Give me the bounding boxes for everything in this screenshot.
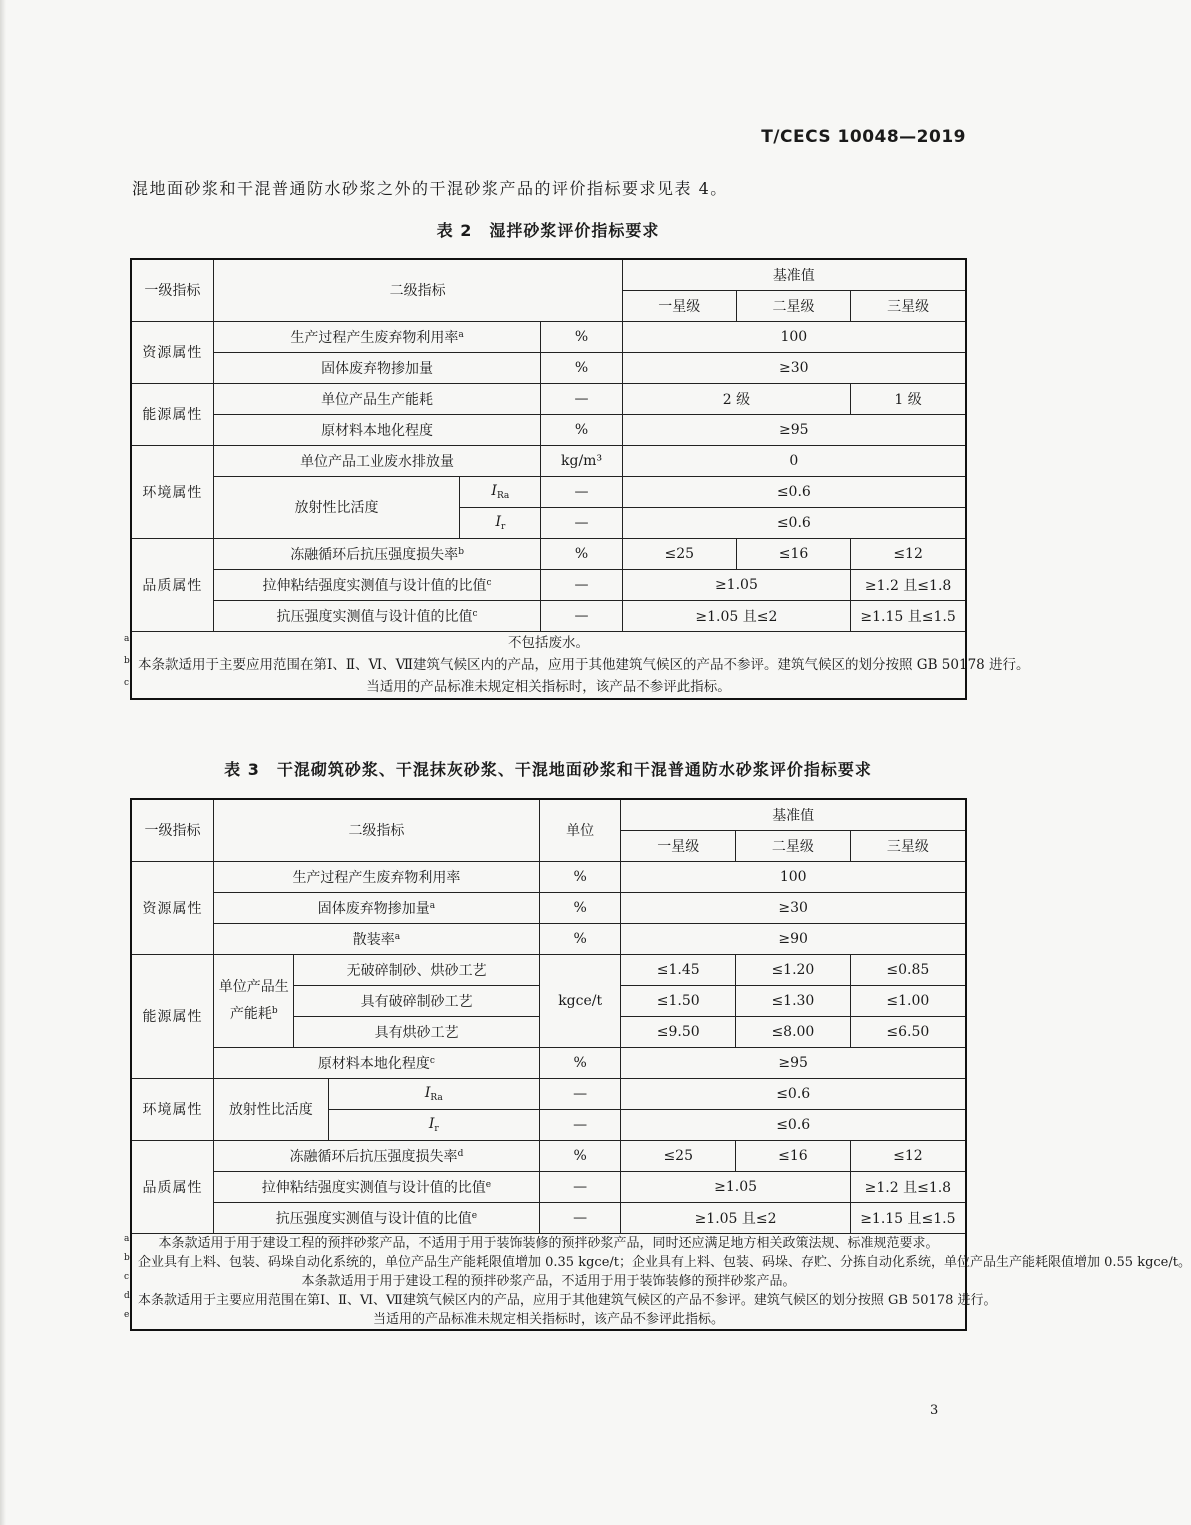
category-resource: 资源属性 — [131, 321, 213, 383]
footnote: e 当适用的产品标准未规定相关指标时，该产品不参评此指标。 — [124, 1309, 724, 1327]
value-cell: ≤25 — [622, 538, 736, 569]
unit-cell: kg/m³ — [541, 445, 622, 476]
indicator-name: 冻融循环后抗压强度损失率$^d$ — [213, 1140, 539, 1171]
indicator-name: 生产过程产生废弃物利用率 — [213, 861, 539, 892]
energy-group-label: 单位产品生产能耗$^b$ — [213, 954, 293, 1047]
unit-cell: % — [541, 321, 622, 352]
header-star3: 三星级 — [850, 830, 966, 861]
value-cell: ≥30 — [622, 352, 966, 383]
unit-cell: — — [539, 1202, 620, 1233]
symbol-i-r: $I_r$ — [328, 1109, 539, 1140]
header-star1: 一星级 — [621, 830, 736, 861]
unit-cell: — — [541, 383, 622, 414]
header-star1: 一星级 — [622, 290, 736, 321]
value-cell: ≥1.2 且≤1.8 — [850, 1171, 966, 1202]
value-cell: ≤0.85 — [850, 954, 966, 985]
value-cell: ≥1.15 且≤1.5 — [850, 1202, 966, 1233]
value-cell: 100 — [621, 861, 966, 892]
unit-cell: % — [541, 538, 622, 569]
header-base: 基准值 — [622, 259, 966, 290]
value-cell: ≤12 — [851, 538, 966, 569]
footnote: a 本条款适用于用于建设工程的预拌砂浆产品，不适用于用于装饰装修的预拌砂浆产品，同时还应满足地方相关政策法规、标准规范要求。 — [124, 1233, 939, 1251]
value-cell: 1 级 — [851, 383, 966, 414]
value-cell: ≤25 — [621, 1140, 736, 1171]
standard-code: T/CECS 10048—2019 — [761, 127, 966, 147]
page-number: 3 — [930, 1403, 939, 1418]
indicator-name: 拉伸粘结强度实测值与设计值的比值$^c$ — [213, 569, 541, 600]
table2 — [124, 258, 1030, 700]
unit-cell: — — [539, 1109, 620, 1140]
indicator-name: 原材料本地化程度 — [213, 414, 541, 445]
value-cell: ≤0.6 — [621, 1109, 966, 1140]
indicator-name: 冻融循环后抗压强度损失率$^b$ — [213, 538, 541, 569]
value-cell: ≤0.6 — [622, 507, 966, 538]
value-cell: ≤0.6 — [622, 476, 966, 507]
header-star3: 三星级 — [851, 290, 966, 321]
header-level1: 一级指标 — [131, 259, 213, 321]
value-cell: ≥1.05 — [622, 569, 851, 600]
category-energy: 能源属性 — [131, 954, 213, 1078]
indicator-name: 具有破碎制砂工艺 — [294, 985, 539, 1016]
footnote: c 本条款适用于用于建设工程的预拌砂浆产品，不适用于用于装饰装修的预拌砂浆产品。 — [124, 1271, 796, 1289]
value-cell: ≥1.05 — [621, 1171, 850, 1202]
header-star2: 二星级 — [736, 830, 851, 861]
indicator-name: 放射性比活度 — [213, 1078, 328, 1140]
unit-cell: % — [539, 861, 620, 892]
unit-cell: — — [541, 507, 622, 538]
value-cell: ≤1.50 — [621, 985, 736, 1016]
table3-notes — [124, 1233, 1191, 1330]
intro-paragraph: 混地面砂浆和干混普通防水砂浆之外的干混砂浆产品的评价指标要求见表 4。 — [132, 179, 728, 198]
value-cell: 0 — [622, 445, 966, 476]
value-cell: ≥1.05 且≤2 — [621, 1202, 850, 1233]
category-quality: 品质属性 — [131, 1140, 213, 1233]
category-quality: 品质属性 — [131, 538, 213, 631]
indicator-name: 散装率$^a$ — [213, 923, 539, 954]
symbol-i-r: $I_r$ — [460, 507, 541, 538]
indicator-name: 固体废弃物掺加量 — [213, 352, 541, 383]
value-cell: ≤8.00 — [736, 1016, 851, 1047]
value-cell: ≤16 — [736, 538, 850, 569]
indicator-name: 抗压强度实测值与设计值的比值$^e$ — [213, 1202, 539, 1233]
unit-cell: — — [541, 476, 622, 507]
unit-cell: — — [541, 600, 622, 631]
unit-cell: % — [539, 1140, 620, 1171]
unit-cell: % — [541, 352, 622, 383]
table2-caption: 表 2 湿拌砂浆评价指标要求 — [436, 221, 660, 240]
indicator-name: 抗压强度实测值与设计值的比值$^c$ — [213, 600, 541, 631]
unit-cell: — — [541, 569, 622, 600]
symbol-i-ra: $I_{Ra}$ — [460, 476, 541, 507]
footnote: d 本条款适用于主要应用范围在第Ⅰ、Ⅱ、Ⅵ、Ⅶ建筑气候区内的产品，应用于其他建筑气候区的产品不参评。建筑气候区的划分按照 GB 50178 进行。 — [124, 1290, 997, 1308]
value-cell: ≥95 — [621, 1047, 966, 1078]
category-environment: 环境属性 — [131, 445, 213, 538]
unit-cell: kgce/t — [539, 954, 620, 1047]
header-unit: 单位 — [539, 799, 620, 861]
value-cell: ≤1.00 — [850, 985, 966, 1016]
unit-cell: — — [539, 1078, 620, 1109]
indicator-name: 具有烘砂工艺 — [294, 1016, 539, 1047]
symbol-i-ra: $I_{Ra}$ — [328, 1078, 539, 1109]
footnote: b 本条款适用于主要应用范围在第Ⅰ、Ⅱ、Ⅵ、Ⅶ建筑气候区内的产品，应用于其他建筑气候区的产品不参评。建筑气候区的划分按照 GB 50178 进行。 — [124, 655, 1030, 673]
value-cell: ≥1.15 且≤1.5 — [851, 600, 966, 631]
indicator-name: 原材料本地化程度$^c$ — [213, 1047, 539, 1078]
category-environment: 环境属性 — [131, 1078, 213, 1140]
value-cell: ≥90 — [621, 923, 966, 954]
header-base: 基准值 — [621, 799, 966, 830]
value-cell: ≤1.30 — [736, 985, 851, 1016]
footnote: a 不包括废水。 — [124, 633, 589, 651]
footnote: b 企业具有上料、包装、码垛自动化系统的，单位产品生产能耗限值增加 0.35 kgce/t；企业具有上料、包装、码垛、存贮、分拣自动化系统，单位产品生产能耗限值增加 0.55 kgce/t。 — [124, 1252, 1191, 1270]
value-cell: ≥1.2 且≤1.8 — [851, 569, 966, 600]
footnote: c 当适用的产品标准未规定相关指标时，该产品不参评此指标。 — [124, 677, 731, 695]
unit-cell: — — [539, 1171, 620, 1202]
indicator-name: 无破碎制砂、烘砂工艺 — [294, 954, 539, 985]
value-cell: 100 — [622, 321, 966, 352]
value-cell: ≤1.45 — [621, 954, 736, 985]
scan-edge — [0, 0, 6, 1525]
unit-cell: % — [539, 1047, 620, 1078]
table2-notes — [124, 631, 1030, 699]
indicator-name: 固体废弃物掺加量$^a$ — [213, 892, 539, 923]
value-cell: ≤1.20 — [736, 954, 851, 985]
unit-cell: % — [539, 923, 620, 954]
category-energy: 能源属性 — [131, 383, 213, 445]
value-cell: ≤16 — [736, 1140, 851, 1171]
value-cell: ≤6.50 — [850, 1016, 966, 1047]
table3-caption: 表 3 干混砌筑砂浆、干混抹灰砂浆、干混地面砂浆和干混普通防水砂浆评价指标要求 — [224, 760, 872, 779]
category-resource: 资源属性 — [131, 861, 213, 954]
indicator-name: 拉伸粘结强度实测值与设计值的比值$^e$ — [213, 1171, 539, 1202]
unit-cell: % — [541, 414, 622, 445]
value-cell: ≥95 — [622, 414, 966, 445]
indicator-name: 单位产品工业废水排放量 — [213, 445, 541, 476]
indicator-name: 单位产品生产能耗 — [213, 383, 541, 414]
value-cell: 2 级 — [622, 383, 851, 414]
value-cell: ≥30 — [621, 892, 966, 923]
value-cell: ≤9.50 — [621, 1016, 736, 1047]
unit-cell: % — [539, 892, 620, 923]
indicator-name: 放射性比活度 — [213, 476, 460, 538]
header-level2: 二级指标 — [213, 799, 539, 861]
table3 — [124, 798, 1191, 1331]
indicator-name: 生产过程产生废弃物利用率$^a$ — [213, 321, 541, 352]
value-cell: ≥1.05 且≤2 — [622, 600, 851, 631]
header-level2: 二级指标 — [213, 259, 622, 321]
header-level1: 一级指标 — [131, 799, 213, 861]
header-star2: 二星级 — [736, 290, 850, 321]
value-cell: ≤0.6 — [621, 1078, 966, 1109]
value-cell: ≤12 — [850, 1140, 966, 1171]
